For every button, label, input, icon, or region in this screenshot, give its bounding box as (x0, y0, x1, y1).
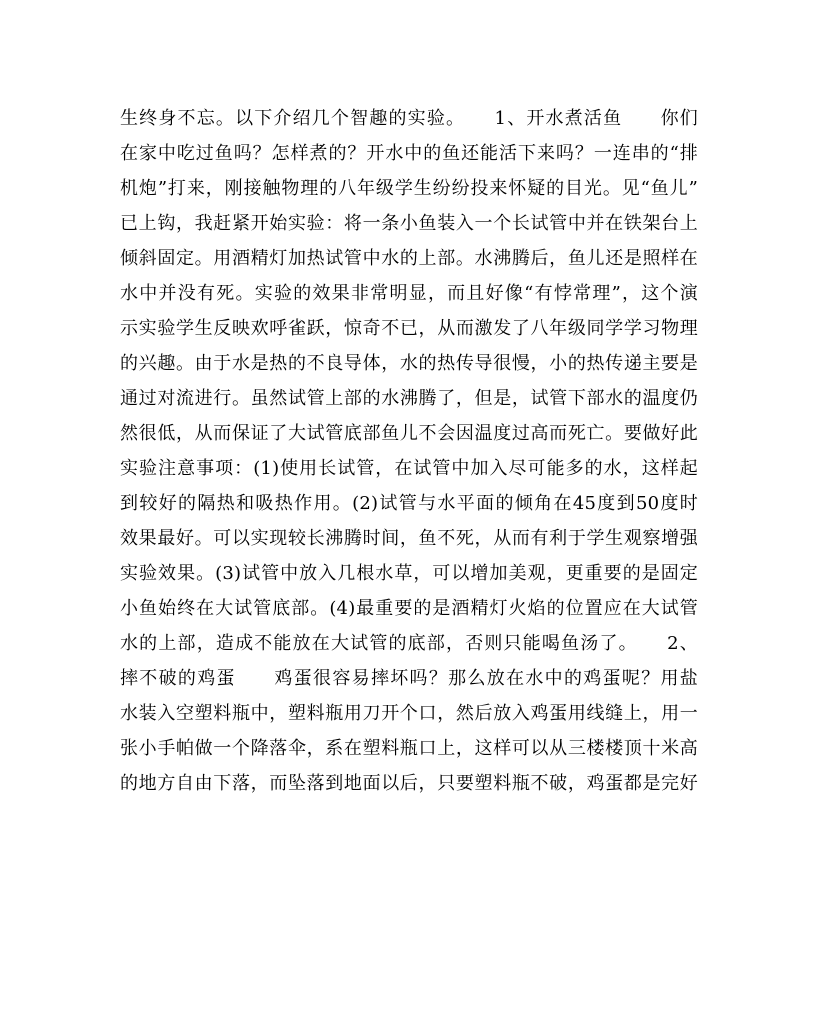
text-line: 的兴趣。由于水是热的不良导体，水的热传导很慢，小的热传递主要是 (120, 353, 698, 374)
text-line: 在家中吃过鱼吗？怎样煮的？开水中的鱼还能活下来吗？一连串的“排 (120, 143, 698, 164)
text-line: 实验注意事项：(1)使用长试管，在试管中加入尽可能多的水，这样起 (120, 458, 698, 479)
text-line: 然很低，从而保证了大试管底部鱼儿不会因温度过高而死亡。要做好此 (120, 423, 698, 444)
text-line: 效果最好。可以实现较长沸腾时间，鱼不死，从而有利于学生观察增强 (120, 528, 698, 549)
text-line: 水装入空塑料瓶中，塑料瓶用刀开个口，然后放入鸡蛋用线缝上，用一 (120, 703, 698, 724)
text-line: 机炮”打来，刚接触物理的八年级学生纷纷投来怀疑的目光。见“鱼儿” (120, 178, 698, 199)
text-line: 倾斜固定。用酒精灯加热试管中水的上部。水沸腾后，鱼儿还是照样在 (120, 248, 698, 269)
text-line: 到较好的隔热和吸热作用。(2)试管与水平面的倾角在45度到50度时 (120, 493, 698, 514)
text-line: 水中并没有死。实验的效果非常明显，而且好像“有悖常理”，这个演 (120, 283, 698, 304)
body-text (120, 101, 698, 801)
text-line: 水的上部，造成不能放在大试管的底部，否则只能喝鱼汤了。 2、 (120, 633, 698, 654)
text-line: 的地方自由下落，而坠落到地面以后，只要塑料瓶不破，鸡蛋都是完好 (120, 773, 698, 794)
text-line: 小鱼始终在大试管底部。(4)最重要的是酒精灯火焰的位置应在大试管 (120, 598, 698, 619)
text-line: 通过对流进行。虽然试管上部的水沸腾了，但是，试管下部水的温度仍 (120, 388, 698, 409)
text-line: 示实验学生反映欢呼雀跃，惊奇不已，从而激发了八年级同学学习物理 (120, 318, 698, 339)
text-line: 已上钩，我赶紧开始实验：将一条小鱼装入一个长试管中并在铁架台上 (120, 213, 698, 234)
text-line: 摔不破的鸡蛋 鸡蛋很容易摔坏吗？那么放在水中的鸡蛋呢？用盐 (120, 668, 698, 689)
text-line: 实验效果。(3)试管中放入几根水草，可以增加美观，更重要的是固定 (120, 563, 698, 584)
text-line: 生终身不忘。以下介绍几个智趣的实验。 1、开水煮活鱼 你们 (120, 108, 698, 129)
text-line: 张小手帕做一个降落伞，系在塑料瓶口上，这样可以从三楼楼顶十米高 (120, 738, 698, 759)
